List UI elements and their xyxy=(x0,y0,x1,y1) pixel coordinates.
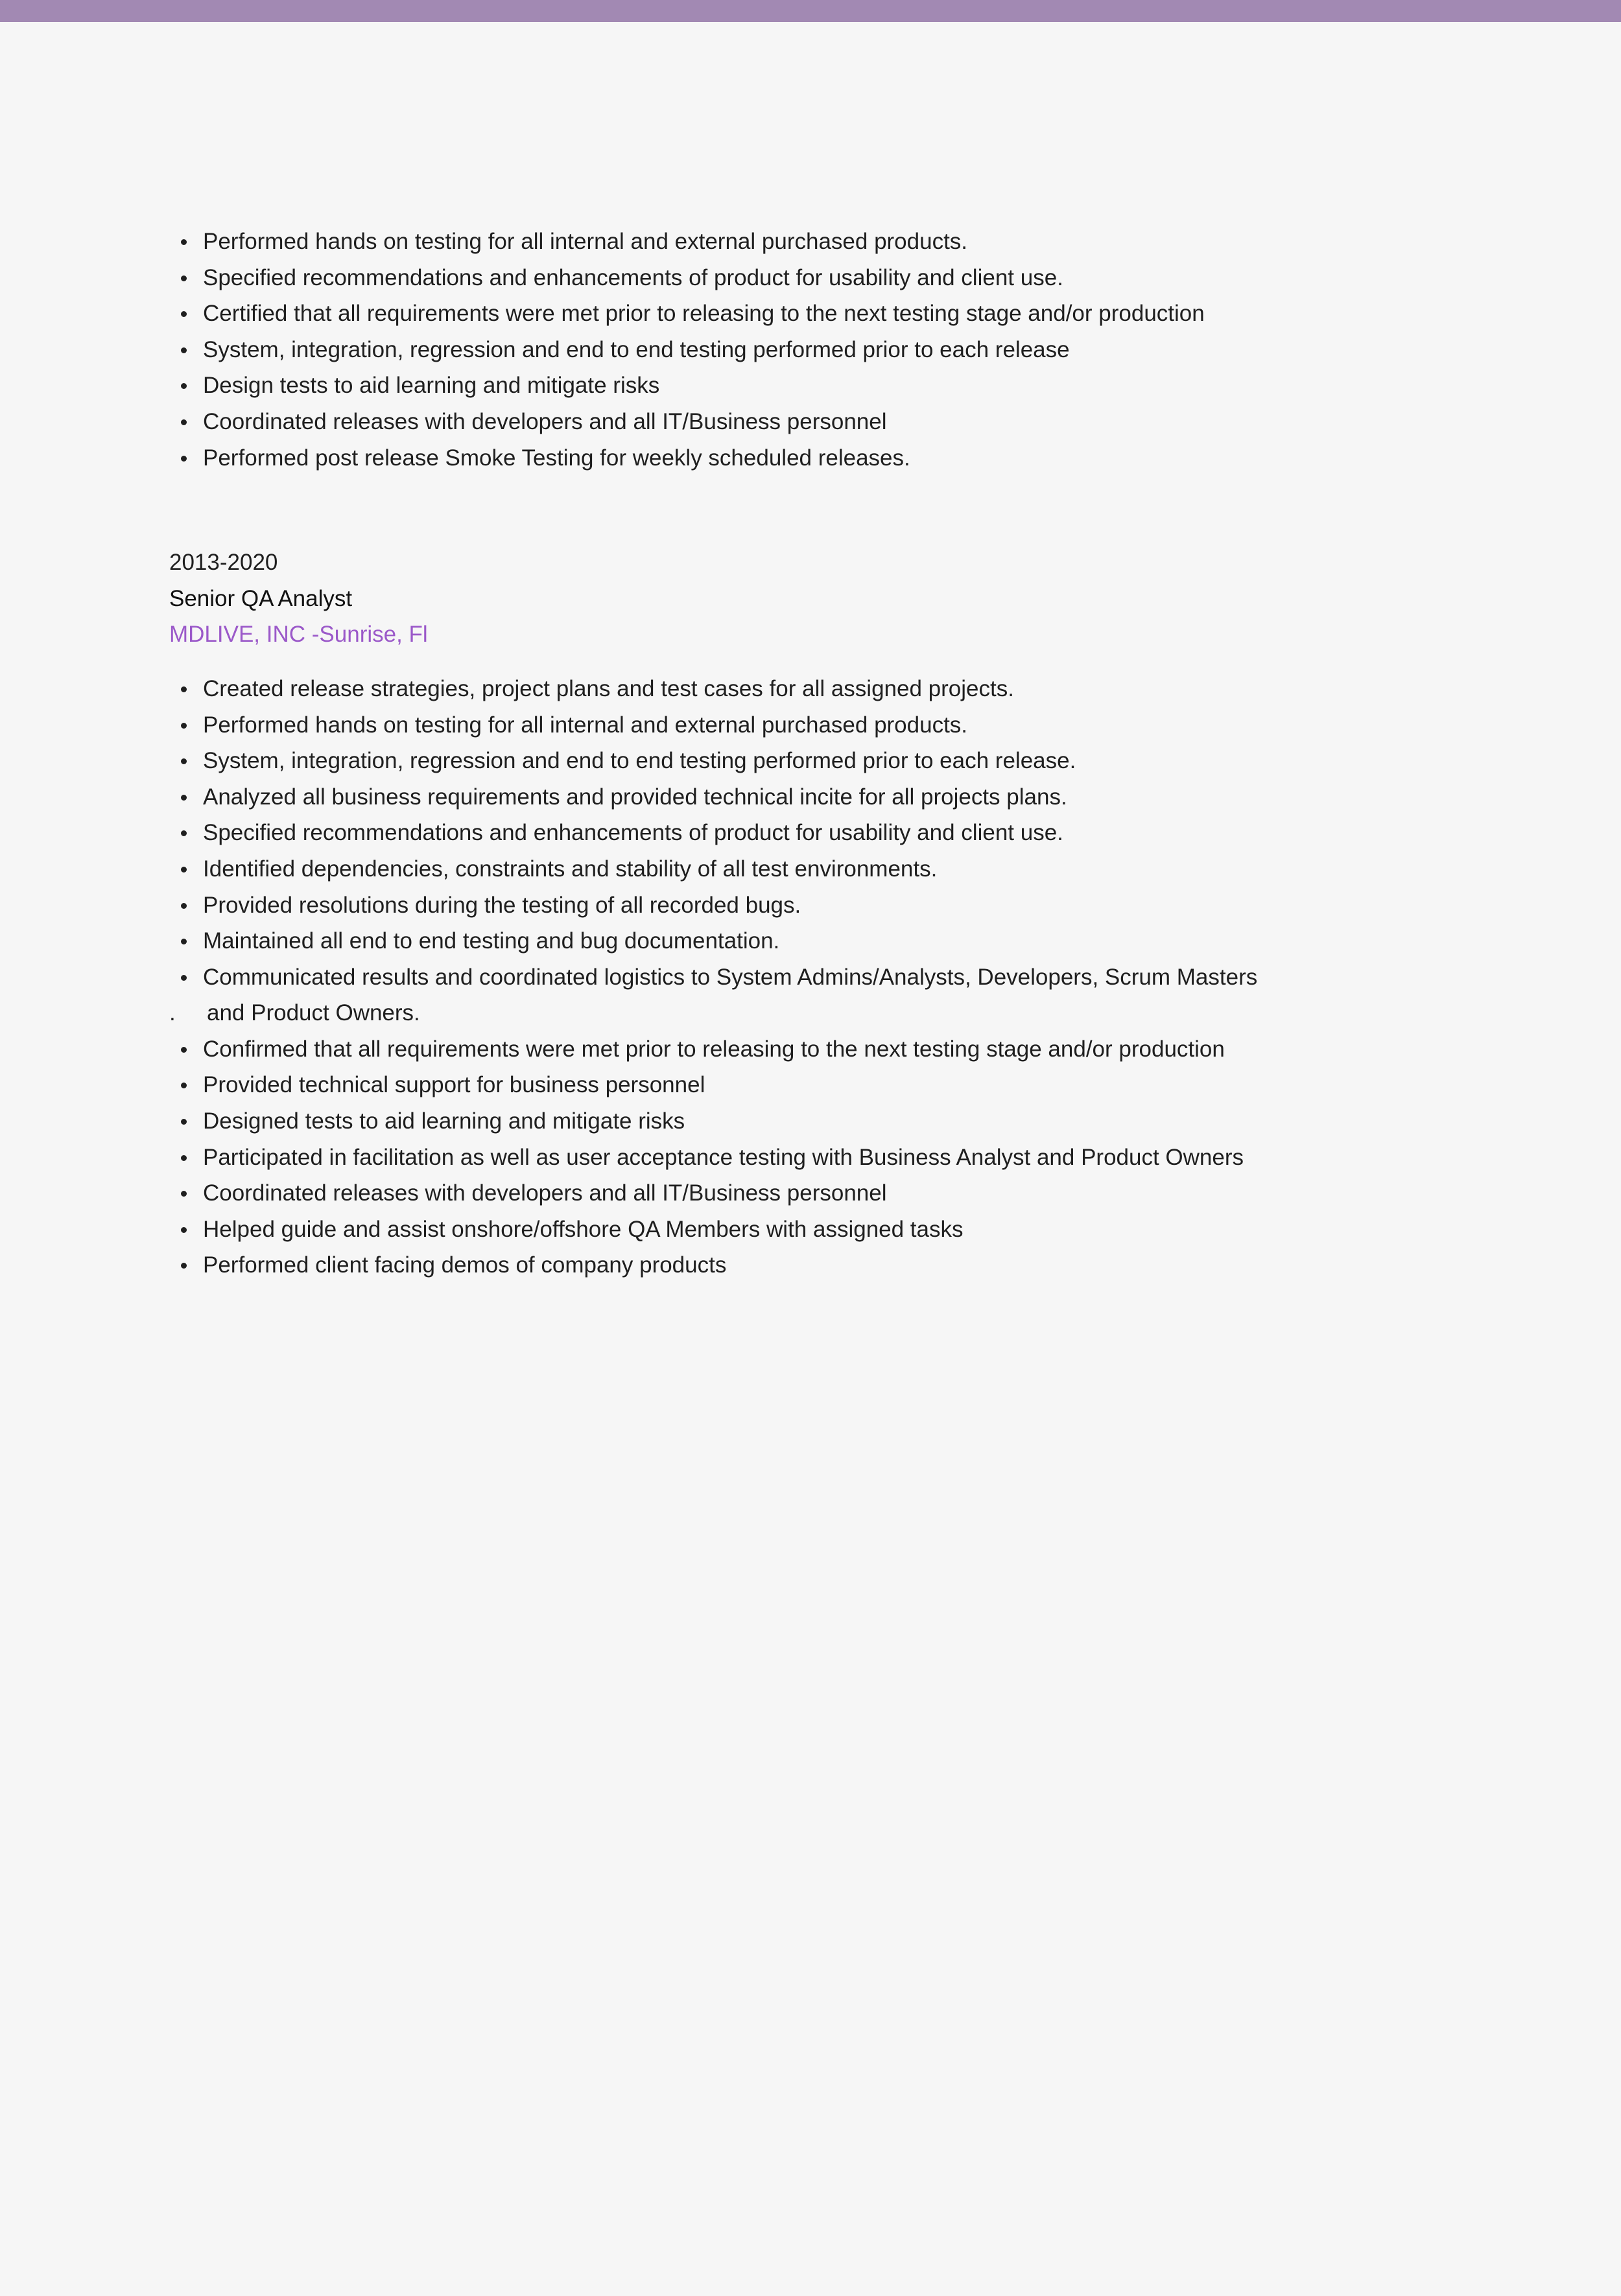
list-item: Design tests to aid learning and mitigate risks xyxy=(169,368,1336,404)
list-item-continuation: . and Product Owners. xyxy=(169,995,1336,1031)
previous-job-bullets xyxy=(169,224,1336,476)
list-item: Coordinated releases with developers and all IT/Business personnel xyxy=(169,1175,1336,1212)
list-item: Created release strategies, project plans and test cases for all assigned projects. xyxy=(169,671,1336,707)
list-item: Participated in facilitation as well as user acceptance testing with Business Analyst and Product Owners xyxy=(169,1140,1336,1176)
job-bullets xyxy=(169,671,1336,1283)
list-item: Identified dependencies, constraints and stability of all test environments. xyxy=(169,851,1336,887)
list-item: Performed hands on testing for all internal and external purchased products. xyxy=(169,224,1336,260)
list-item: Coordinated releases with developers and all IT/Business personnel xyxy=(169,404,1336,440)
list-item: Helped guide and assist onshore/offshore QA Members with assigned tasks xyxy=(169,1212,1336,1248)
list-item: Specified recommendations and enhancements of product for usability and client use. xyxy=(169,260,1336,296)
job-years: 2013-2020 xyxy=(169,550,278,576)
list-item: System, integration, regression and end to end testing performed prior to each release xyxy=(169,332,1336,368)
job-title: Senior QA Analyst xyxy=(169,585,353,611)
list-item: Provided technical support for business personnel xyxy=(169,1067,1336,1103)
list-item: Specified recommendations and enhancements of product for usability and client use. xyxy=(169,815,1336,851)
list-item: System, integration, regression and end to end testing performed prior to each release. xyxy=(169,743,1336,779)
resume-content xyxy=(169,224,1336,1283)
list-item: Designed tests to aid learning and mitigate risks xyxy=(169,1103,1336,1140)
list-item: Performed client facing demos of company products xyxy=(169,1247,1336,1283)
list-item: Performed post release Smoke Testing for weekly scheduled releases. xyxy=(169,440,1336,476)
list-item: Certified that all requirements were met prior to releasing to the next testing stage and/or production xyxy=(169,296,1336,332)
header-accent-bar xyxy=(0,0,1621,22)
list-item: Performed hands on testing for all internal and external purchased products. xyxy=(169,707,1336,744)
job-entry xyxy=(169,545,1336,1283)
list-item: Maintained all end to end testing and bug documentation. xyxy=(169,923,1336,959)
list-item: Analyzed all business requirements and provided technical incite for all projects plans. xyxy=(169,779,1336,815)
list-item: Provided resolutions during the testing of all recorded bugs. xyxy=(169,887,1336,924)
list-item: Confirmed that all requirements were met prior to releasing to the next testing stage and/or production xyxy=(169,1031,1336,1068)
list-item: Communicated results and coordinated logistics to System Admins/Analysts, Developers, Scrum Masters xyxy=(169,959,1336,996)
job-company: MDLIVE, INC -Sunrise, Fl xyxy=(169,622,428,648)
